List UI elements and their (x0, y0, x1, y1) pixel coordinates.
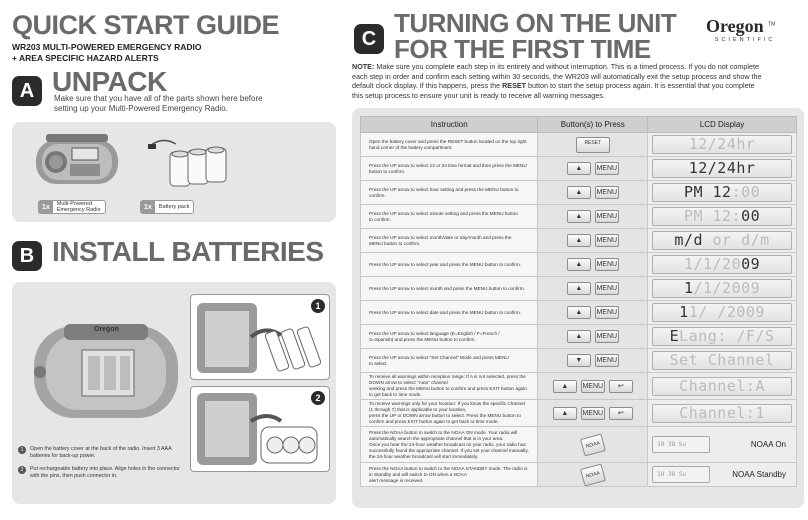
noaa-mode-label: NOAA On (750, 440, 786, 449)
lcd-cell (648, 427, 797, 463)
setup-table (360, 116, 797, 487)
instruction-text: Press the UP arrow to select date and press the MENU button to confirm. (369, 309, 522, 315)
page-title: QUICK START GUIDE (12, 10, 279, 40)
up-arrow-button[interactable]: ▲ (553, 380, 577, 393)
lcd-cell (648, 463, 797, 487)
instruction-text: Press the UP arrow to select hour setting and press the MENU button to (369, 186, 519, 192)
instruction-cell (361, 349, 538, 373)
item-label: Battery pack (158, 204, 190, 210)
buttons-cell (538, 325, 648, 349)
lcd-dim-text: Channel:1 (679, 403, 765, 422)
instruction-text: MENU button to confirm. (369, 240, 421, 246)
section-b-heading: INSTALL BATTERIES (52, 236, 324, 267)
table-row (361, 349, 797, 373)
instruction-text: Once you hear the 24-hour weather broadcast on your radio, your radio has successfully found the appropriate channel. If you set your channel manually, the 24-hour weather broadcast will start immediately. (369, 441, 529, 459)
menu-button[interactable]: MENU (595, 162, 619, 175)
menu-button[interactable]: MENU (595, 210, 619, 223)
lcd-cell (648, 133, 797, 157)
lcd-active-text: 09 (741, 255, 761, 273)
lcd-cell (648, 400, 797, 427)
lcd-cell (648, 325, 797, 349)
buttons-cell (538, 229, 648, 253)
lcd-cell (648, 205, 797, 229)
radio-back-illustration (26, 306, 186, 426)
table-row (361, 427, 797, 463)
table-row (361, 325, 797, 349)
instruction-cell (361, 181, 538, 205)
section-b-badge: B (12, 241, 42, 271)
step-image-2 (190, 386, 330, 472)
note-text: with the pins, then push connector in. (30, 472, 118, 479)
buttons-cell (538, 133, 648, 157)
lcd-dim-text: Channel:A (679, 376, 765, 395)
subtitle-model: WR203 MULTI-POWERED EMERGENCY RADIO (12, 42, 202, 52)
setup-note (352, 62, 802, 100)
instruction-text: Press the UP arrow to select minute setting and press the MENU button (369, 210, 518, 216)
lcd-cell (648, 277, 797, 301)
table-row (361, 277, 797, 301)
buttons-cell (538, 157, 648, 181)
menu-button[interactable]: MENU (595, 282, 619, 295)
item-label: Multi-Powered (56, 201, 92, 207)
lcd-dim-text: or d/m (703, 231, 770, 249)
noaa-button[interactable]: NOAA (580, 433, 606, 456)
menu-button[interactable]: MENU (595, 330, 619, 343)
lcd-active-text: m/d (674, 231, 703, 249)
item-qty: 1x (141, 201, 155, 213)
instruction-cell (361, 133, 538, 157)
down-arrow-button[interactable]: ▼ (567, 354, 591, 367)
up-arrow-button[interactable]: ▲ (567, 258, 591, 271)
step-number-2: 2 (311, 391, 325, 405)
lcd-active-text: 1 (683, 279, 694, 297)
instruction-text: Open the battery cover and press the RESET button located on the top right (369, 138, 527, 144)
table-row (361, 463, 797, 487)
section-c-heading-2: FOR THE FIRST TIME (394, 34, 651, 64)
battery-pack-illustration (142, 134, 232, 194)
buttons-cell (538, 349, 648, 373)
col-buttons: Button(s) to Press (538, 117, 648, 133)
section-c-heading-1: TURNING ON THE UNIT (394, 8, 677, 38)
lcd-active-text: E (669, 327, 680, 345)
instruction-text: seeking and press the MENU button to confirm and press EXIT button again to get back to time mode. (369, 386, 527, 397)
instruction-text: press the UP or DOWN arrow button to select. Press the MENU button to confirm and press EXIT button again to get back to time mode. (369, 413, 521, 424)
note-line-3c: button to start the setup process again. It is essential that you complete (526, 81, 755, 90)
lcd-active-text: PM 12 (683, 183, 732, 201)
up-arrow-button[interactable]: ▲ (567, 330, 591, 343)
lcd-display (652, 255, 792, 274)
item-tag-battery (140, 200, 194, 214)
instruction-text: hand corner of the battery compartment. (369, 144, 453, 150)
lcd-display (652, 279, 792, 298)
table-row (361, 373, 797, 400)
item-qty: 1x (39, 201, 53, 213)
up-arrow-button[interactable]: ▲ (567, 162, 591, 175)
battery-pack-insert-illustration (191, 387, 329, 471)
note-line-3a: default clock display. If this happens, press the (352, 81, 503, 90)
up-arrow-button[interactable]: ▲ (567, 210, 591, 223)
instruction-cell (361, 463, 538, 487)
instruction-cell (361, 400, 538, 427)
buttons-cell (538, 463, 648, 487)
menu-button[interactable]: MENU (595, 306, 619, 319)
instruction-text: Press the UP arrow to select language (E=English / F=French / (369, 330, 500, 336)
noaa-button[interactable]: NOAA (580, 463, 606, 486)
table-row (361, 229, 797, 253)
menu-button[interactable]: MENU (595, 234, 619, 247)
col-lcd: LCD Display (648, 117, 797, 133)
reset-button[interactable]: RESET (576, 137, 610, 153)
lcd-active-text: 00 (741, 207, 761, 225)
buttons-cell (538, 277, 648, 301)
lcd-cell (648, 181, 797, 205)
instruction-text: To receive warnings only for your location: If you know the specific Channel (1 through 7) that is applicable to your location, (369, 401, 525, 412)
lcd-active-text: 1 (679, 303, 689, 321)
lcd-cell (648, 253, 797, 277)
note-row-2 (18, 466, 188, 479)
install-panel (12, 282, 336, 504)
instruction-text: Press the NOAA button to switch to the NOAA STANDBY mode. The radio is in Standby and will switch to ON when a NOAA (369, 465, 528, 477)
lcd-display (652, 183, 792, 202)
logo-text: Oregon (706, 16, 764, 36)
instruction-cell (361, 325, 538, 349)
table-row (361, 157, 797, 181)
lcd-cell (648, 373, 797, 400)
subtitle-alerts: + AREA SPECIFIC HAZARD ALERTS (12, 53, 159, 63)
up-arrow-button[interactable]: ▲ (567, 306, 591, 319)
item-label: Emergency Radio (56, 207, 101, 213)
table-row (361, 205, 797, 229)
section-a-badge: A (12, 76, 42, 106)
lcd-dim-text: :00 (731, 183, 761, 201)
lcd-cell (648, 301, 797, 325)
buttons-cell (538, 253, 648, 277)
noaa-lcd: 10 38 Su (652, 466, 710, 483)
note-number: 2 (18, 466, 26, 474)
instruction-text: confirm. (369, 192, 386, 198)
note-text: Open the battery cover at the back of the radio. Insert 3 AAA (30, 446, 172, 452)
instruction-cell (361, 157, 538, 181)
step-number-1: 1 (311, 299, 325, 313)
lcd-display (652, 231, 792, 250)
buttons-cell (538, 373, 648, 400)
lcd-display (652, 207, 792, 226)
table-row (361, 301, 797, 325)
logo-subtext: SCIENTIFIC (714, 37, 776, 43)
instruction-cell (361, 277, 538, 301)
logo-tm: TM (768, 21, 776, 28)
instruction-cell (361, 301, 538, 325)
instruction-text: alert message is received. (369, 477, 424, 483)
table-row (361, 133, 797, 157)
menu-button[interactable]: MENU (581, 407, 605, 420)
buttons-cell (538, 205, 648, 229)
lcd-dim-text: /1/2009 (693, 279, 761, 297)
radio-brand-label: Oregon (94, 326, 119, 333)
lcd-dim-text: 1/ /2009 (688, 303, 765, 321)
note-line-4: this setup process to ensure your unit is ready to receive all warning messages. (352, 90, 605, 100)
lcd-display (652, 404, 792, 423)
lcd-dim-text: Lang: /F/S (679, 327, 775, 345)
instruction-text: Press the UP arrow to select "Set Channel" Mode and press MENU (369, 354, 509, 360)
item-tag-radio (38, 200, 106, 214)
instruction-cell (361, 253, 538, 277)
note-lead: NOTE: (352, 62, 375, 71)
instruction-cell (361, 427, 538, 463)
note-text: batteries for back-up power. (30, 452, 96, 459)
table-row (361, 400, 797, 427)
note-text: Put rechargeable battery into place. Align holes in the connector (30, 466, 180, 472)
note-line-1: Make sure you complete each step in its entirety and without interruption. This is a timed process. If you do not complete (374, 62, 759, 71)
section-a-heading: UNPACK (52, 66, 167, 97)
up-arrow-button[interactable]: ▲ (567, 234, 591, 247)
instruction-cell (361, 373, 538, 400)
menu-button[interactable]: MENU (595, 186, 619, 199)
lcd-display (652, 377, 792, 396)
instruction-text: to confirm. (369, 216, 391, 222)
buttons-cell (538, 400, 648, 427)
up-arrow-button[interactable]: ▲ (553, 407, 577, 420)
note-number: 1 (18, 446, 26, 454)
instruction-text: Press the UP arrow to select year and press the MENU button to confirm. (369, 261, 522, 267)
lcd-display (652, 135, 792, 154)
lcd-dim-text: 12/24hr (688, 135, 756, 153)
buttons-cell (538, 181, 648, 205)
instruction-text: to select. (369, 360, 388, 366)
section-a-text-2: setting up your Multi-Powered Emergency Radio. (54, 104, 228, 113)
noaa-mode-label: NOAA Standby (732, 470, 786, 479)
instruction-text: Press the NOAA button to switch to the NOAA ON mode. Your radio will automatically search the appropriate channel that is in your area. (369, 429, 518, 441)
step-image-1 (190, 294, 330, 380)
section-c-badge: C (354, 24, 384, 54)
menu-button[interactable]: MENU (595, 258, 619, 271)
brand-logo (706, 16, 775, 43)
lcd-display (652, 159, 792, 178)
lcd-active-text: 12/24hr (688, 159, 756, 177)
table-row (361, 181, 797, 205)
instruction-text: button to confirm. (369, 168, 406, 174)
exit-button[interactable]: ↩ (609, 380, 633, 393)
noaa-lcd: 10 38 Su (652, 436, 710, 453)
instruction-text: S=Spanish) and press the MENU button to confirm. (369, 336, 476, 342)
note-line-2: each step in order and confirm each setting within 30 seconds, the WR203 will automatically exit the setup process and show the (352, 71, 762, 81)
lcd-dim-text: PM 12: (683, 207, 742, 225)
radio-illustration (32, 128, 122, 190)
table-row (361, 253, 797, 277)
lcd-cell (648, 229, 797, 253)
instruction-text: To receive all warnings within reception range: If A is not selected, press the DOWN arrow to select "Auto" channel (369, 374, 526, 385)
buttons-cell (538, 427, 648, 463)
lcd-display (652, 327, 792, 346)
note-reset-word: RESET (502, 81, 527, 90)
lcd-dim-text: 1/1/20 (683, 255, 742, 273)
col-instruction: Instruction (361, 117, 538, 133)
lcd-dim-text: Set Channel (669, 351, 775, 369)
menu-button[interactable]: MENU (595, 354, 619, 367)
lcd-cell (648, 157, 797, 181)
up-arrow-button[interactable]: ▲ (567, 186, 591, 199)
lcd-display (652, 351, 792, 370)
lcd-cell (648, 349, 797, 373)
instruction-text: Press the UP arrow to select month/date or day/month and press the (369, 234, 512, 240)
up-arrow-button[interactable]: ▲ (567, 282, 591, 295)
buttons-cell (538, 301, 648, 325)
menu-button[interactable]: MENU (581, 380, 605, 393)
instruction-text: Press the UP arrow to select 12 or 24 time format and then press the MENU (369, 162, 527, 168)
unpack-panel (12, 122, 336, 222)
lcd-display (652, 303, 792, 322)
exit-button[interactable]: ↩ (609, 407, 633, 420)
aaa-batteries-illustration (191, 295, 329, 379)
note-row-1 (18, 446, 188, 459)
section-a-text-1: Make sure that you have all of the parts shown here before (54, 94, 263, 103)
instruction-cell (361, 229, 538, 253)
instruction-text: Press the UP arrow to select month and press the MENU button to confirm. (369, 285, 525, 291)
instruction-cell (361, 205, 538, 229)
